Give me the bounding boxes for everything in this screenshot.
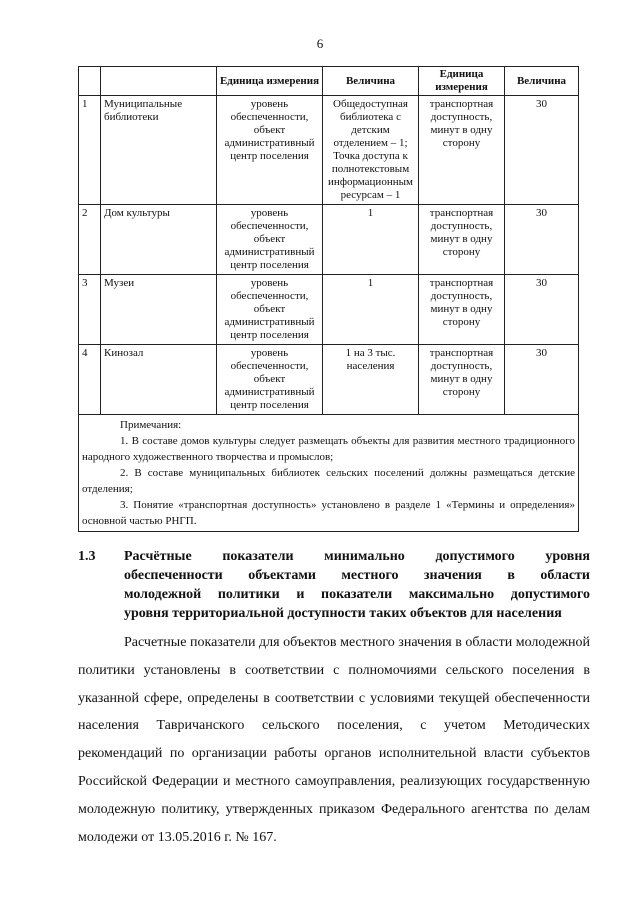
header-num [79, 67, 101, 96]
table-row [79, 96, 579, 205]
table-row [79, 205, 579, 275]
section-title-line: уровня территориальной доступности таких объектов для населения [124, 606, 562, 621]
row-name: Кинозал [101, 345, 217, 415]
header-value-1: Величина [323, 67, 419, 96]
row-unit-1: уровень обеспеченности, объект административный центр поселения [217, 275, 323, 345]
note-item: 2. В составе муниципальных библиотек сельских поселений должны размещаться детские отделения; [82, 467, 575, 495]
row-unit-1: уровень обеспеченности, объект административный центр поселения [217, 205, 323, 275]
row-value-2: 30 [505, 345, 579, 415]
table-row [79, 345, 579, 415]
row-num: 2 [79, 205, 101, 275]
row-name: Музеи [101, 275, 217, 345]
header-value-2: Величина [505, 67, 579, 96]
page-number: 6 [316, 36, 324, 51]
row-value-1: 1 на 3 тыс. населения [323, 345, 419, 415]
row-unit-2: транспортная доступность, минут в одну сторону [419, 275, 505, 345]
note-item: 1. В составе домов культуры следует размещать объекты для развития местного традиционного народного художественного творчества и промыслов; [82, 435, 575, 463]
row-num: 1 [79, 96, 101, 205]
notes-title: Примечания: [120, 419, 182, 431]
row-value-1: Общедоступная библиотека с детским отделением – 1; Точка доступа к полнотекстовым информационным ресурсам – 1 [323, 96, 419, 205]
standards-table [78, 66, 579, 532]
row-num: 4 [79, 345, 101, 415]
table-row [79, 275, 579, 345]
row-value-2: 30 [505, 275, 579, 345]
row-value-2: 30 [505, 205, 579, 275]
notes-cell [79, 415, 579, 532]
row-name: Дом культуры [101, 205, 217, 275]
note-item: 3. Понятие «транспортная доступность» установлено в разделе 1 «Термины и определения» основной частью РНГП. [82, 499, 575, 527]
row-num: 3 [79, 275, 101, 345]
section-title-line: обеспеченности объектами местного значения в области [124, 568, 590, 583]
header-name [101, 67, 217, 96]
notes-row [79, 415, 579, 532]
section-title-line: Расчётные показатели минимально допустимого уровня [124, 549, 590, 564]
row-unit-1: уровень обеспеченности, объект административный центр поселения [217, 96, 323, 205]
section-number: 1.3 [78, 549, 96, 564]
section-title-line: молодежной политики и показатели максимально допустимого [124, 587, 590, 602]
row-value-1: 1 [323, 275, 419, 345]
section-heading [78, 547, 590, 623]
header-unit-2: Единица измерения [419, 67, 505, 96]
row-name: Муниципальные библиотеки [101, 96, 217, 205]
row-unit-1: уровень обеспеченности, объект административный центр поселения [217, 345, 323, 415]
header-unit-1: Единица измерения [217, 67, 323, 96]
row-unit-2: транспортная доступность, минут в одну сторону [419, 96, 505, 205]
row-value-2: 30 [505, 96, 579, 205]
body-paragraph [78, 629, 590, 851]
table-header-row [79, 67, 579, 96]
paragraph-text: Расчетные показатели для объектов местного значения в области молодежной политики установлены в соответствии с полномочиями сельского поселения в указанной сфере, определены в соответствии с условиями текущей обеспеченности населения Тавричанского сельского поселения, с учетом Методических рекомендаций по организации работы органов исполнительной власти субъектов Российской Федерации и местного самоуправления, реализующих государственную молодежную политику, утвержденных приказом Федерального агентства по делам молодежи от 13.05.2016 г. № 167. [78, 635, 590, 845]
row-unit-2: транспортная доступность, минут в одну сторону [419, 345, 505, 415]
row-value-1: 1 [323, 205, 419, 275]
row-unit-2: транспортная доступность, минут в одну сторону [419, 205, 505, 275]
